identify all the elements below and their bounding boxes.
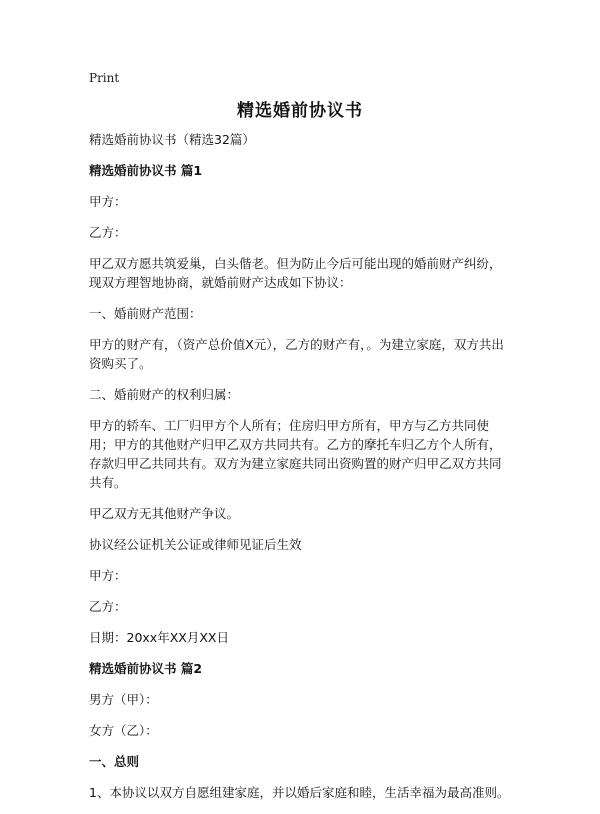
clause-heading-2: 二、婚前财产的权利归属： <box>89 387 240 402</box>
party-b-label: 乙方： <box>89 225 127 240</box>
section-heading-2: 精选婚前协议书 篇2 <box>89 661 203 676</box>
property-scope-paragraph: 甲方的财产有，（资产总价值X元），乙方的财产有，。为建立家庭，双方共出资购买了。 <box>89 337 504 371</box>
general-heading: 一、总则 <box>89 754 140 769</box>
document-body <box>89 130 513 814</box>
party-a-label: 甲方： <box>89 194 127 209</box>
intro-paragraph: 甲乙双方愿共筑爱巢，白头偕老。但为防止今后可能出现的婚前财产纠纷，现双方理智地协商，就婚前财产达成如下协议： <box>89 256 502 290</box>
effective-paragraph: 协议经公证机关公证或律师见证后生效 <box>89 537 302 552</box>
clause-heading-1: 一、婚前财产范围： <box>89 306 202 321</box>
section-heading-1: 精选婚前协议书 篇1 <box>89 163 203 178</box>
page-title: 精选婚前协议书 <box>237 101 363 121</box>
no-dispute-paragraph: 甲乙双方无其他财产争议。 <box>89 506 240 521</box>
party-b-signature: 乙方： <box>89 599 127 614</box>
print-label: Print <box>89 71 120 85</box>
date-line: 日期：20xx年XX月XX日 <box>89 630 229 645</box>
female-party-label: 女方（乙）： <box>89 723 158 738</box>
male-party-label: 男方（甲）： <box>89 692 158 707</box>
ownership-paragraph: 甲方的轿车、工厂归甲方个人所有；住房归甲方所有，甲方与乙方共同使用；甲方的其他财产归甲乙双方共同共有。乙方的摩托车归乙方个人所有，存款归甲乙共同共有。双方为建立家庭共同出资购置的财产归甲乙双方共同共有。 <box>89 418 502 490</box>
subtitle: 精选婚前协议书（精选32篇） <box>89 132 255 147</box>
party-a-signature: 甲方： <box>89 568 127 583</box>
general-clause-1: 1、本协议以双方自愿组建家庭，并以婚后家庭和睦，生活幸福为最高准则。 <box>89 785 510 800</box>
